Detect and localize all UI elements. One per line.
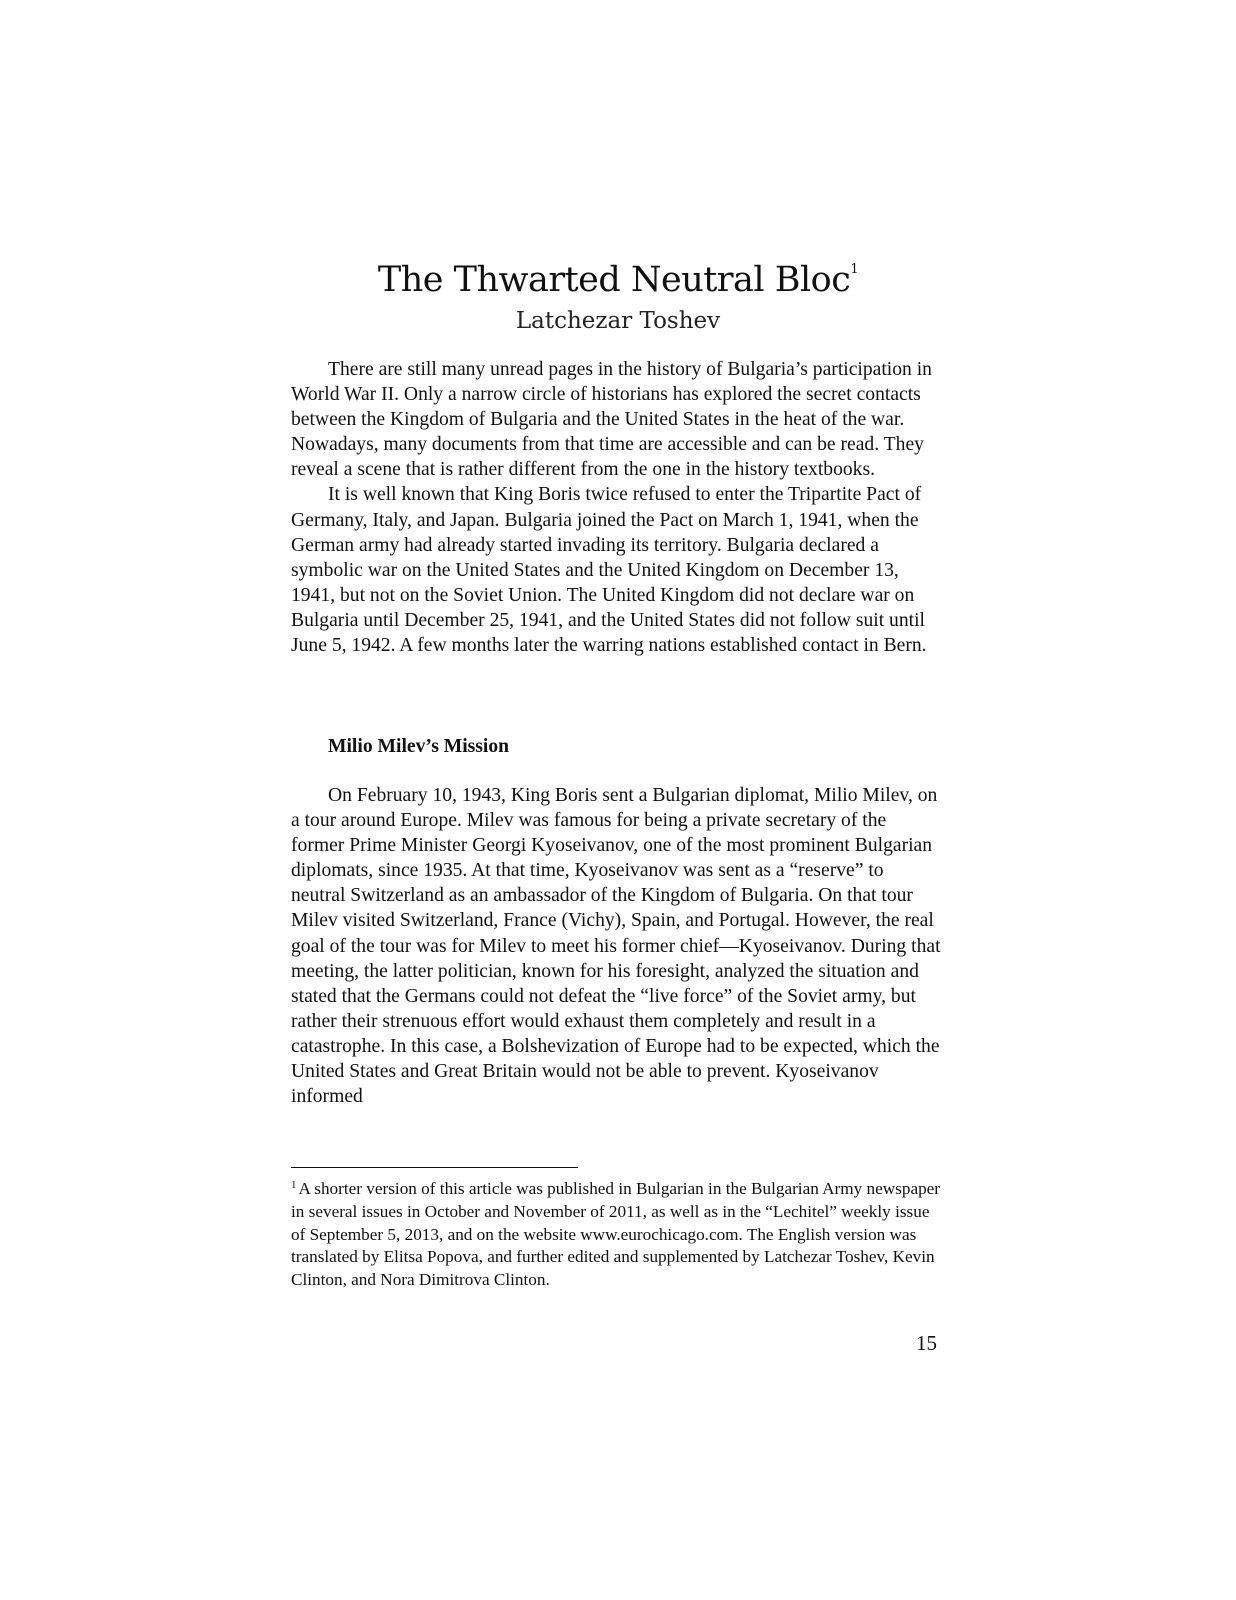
title-footnote-marker[interactable]: 1 xyxy=(850,262,859,277)
article-title-text: The Thwarted Neutral Bloc xyxy=(377,260,851,300)
intro-paragraph-1: There are still many unread pages in the history of Bulgaria’s participation in World War II. Only a narrow circle of historians has explored the secret contacts between the Kingdom of Bulgaria and the United States in the heat of the war. Nowadays, many documents from that time are accessible and can be read. They reveal a scene that is rather different from the one in the history textbooks. xyxy=(291,359,932,481)
footnote-separator xyxy=(291,1167,578,1168)
intro-block xyxy=(291,357,941,658)
footnote-text: A shorter version of this article was published in Bulgarian in the Bulgarian Army newspaper in several issues in October and November of 2011, as well as in the “Lechitel” weekly issue of September 5, 2013, and on the website www.eurochicago.com. The English version was translated by Elitsa Popova, and further edited and supplemented by Latchezar Toshev, Kevin Clinton, and Nora Dimitrova Clinton. xyxy=(291,1179,941,1290)
article-title xyxy=(0,258,1236,302)
section-block xyxy=(291,783,941,1109)
footnote xyxy=(291,1178,941,1292)
intro-paragraph-2: It is well known that King Boris twice refused to enter the Tripartite Pact of Germany, Italy, and Japan. Bulgaria joined the Pact on March 1, 1941, when the German army had already started invading its territory. Bulgaria declared a symbolic war on the United States and the United Kingdom on December 13, 1941, but not on the Soviet Union. The United Kingdom did not declare war on Bulgaria until December 25, 1941, and the United States did not follow suit until June 5, 1942. A few months later the warring nations established contact in Bern. xyxy=(291,484,927,657)
section-paragraph-1: On February 10, 1943, King Boris sent a Bulgarian diplomat, Milio Milev, on a tour around Europe. Milev was famous for being a private secretary of the former Prime Minister Georgi Kyoseivanov, one of the most prominent Bulgarian diplomats, since 1935. At that time, Kyoseivanov was sent as a “reserve” to neutral Switzerland as an ambassador of the Kingdom of Bulgaria. On that tour Milev visited Switzerland, France (Vichy), Spain, and Portugal. However, the real goal of the tour was for Milev to meet his former chief—Kyoseivanov. During that meeting, the latter politician, known for his foresight, analyzed the situation and stated that the Germans could not defeat the “live force” of the Soviet army, but rather their strenuous effort would exhaust them completely and result in a catastrophe. In this case, a Bolshevization of Europe had to be expected, which the United States and Great Britain would not be able to prevent. Kyoseivanov informed xyxy=(291,785,941,1108)
section-heading: Milio Milev’s Mission xyxy=(328,736,510,757)
footnote-marker: 1 xyxy=(291,1179,297,1191)
page-number: 15 xyxy=(916,1331,937,1355)
article-author: Latchezar Toshev xyxy=(515,308,721,334)
